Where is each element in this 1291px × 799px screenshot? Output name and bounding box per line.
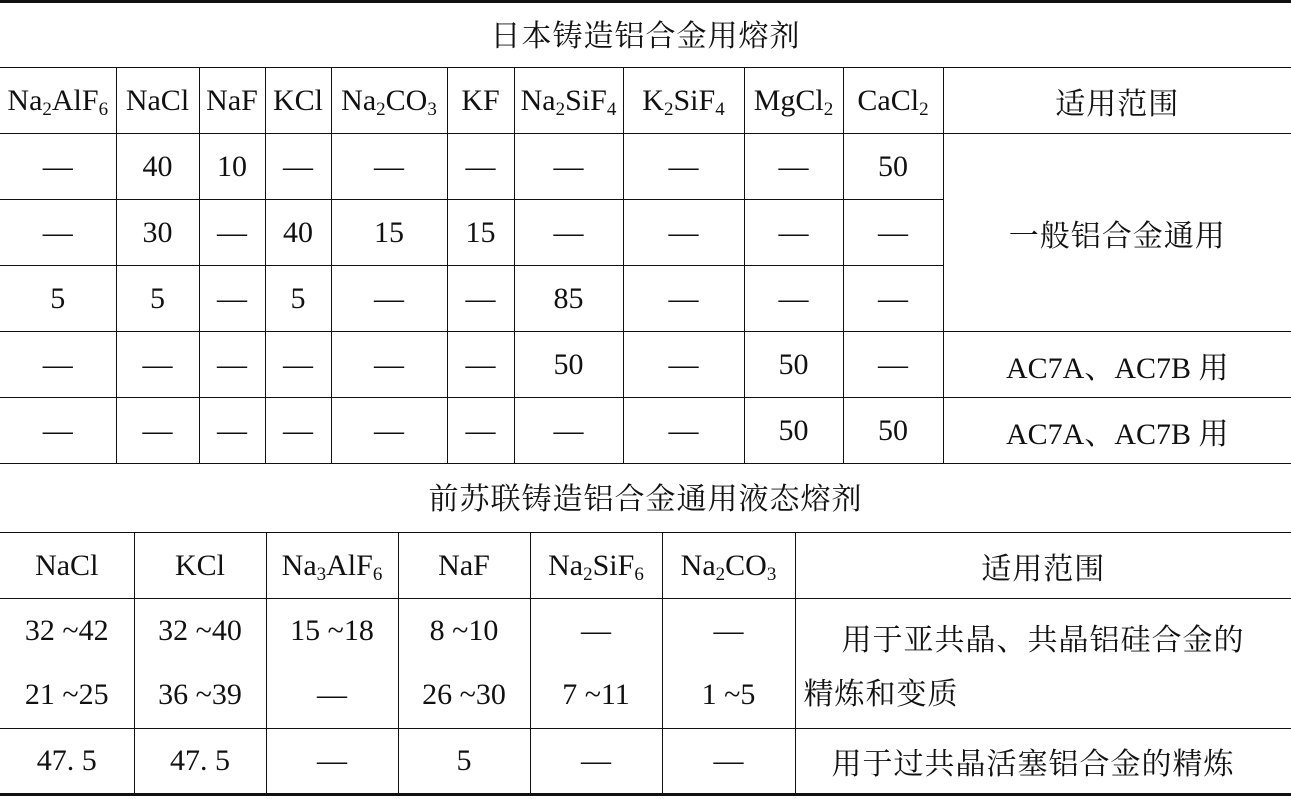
table-cell: 40: [116, 134, 199, 200]
table-row: [0, 134, 1291, 200]
table-cell: —: [662, 599, 795, 663]
table-cell: —: [514, 134, 623, 200]
scope-header: 适用范围: [943, 68, 1291, 134]
table-cell: —: [744, 200, 843, 266]
table-cell: —: [331, 398, 447, 464]
table-cell: —: [447, 134, 514, 200]
table2-title: 前苏联铸造铝合金通用液态熔剂: [428, 483, 863, 516]
top-rule: [0, 0, 1291, 3]
col-header: MgCl$_2$: [744, 68, 843, 134]
table-cell: —: [662, 729, 795, 795]
table-cell: —: [331, 134, 447, 200]
table-cell: 32 ~42: [0, 599, 134, 663]
table-cell: —: [116, 398, 199, 464]
col-header: NaF: [398, 533, 530, 599]
table-cell: —: [116, 332, 199, 398]
table-row: [0, 332, 1291, 398]
col-header: $Na_2AlF_6$: [0, 68, 116, 134]
col-header: $Na_2CO_3$: [662, 533, 795, 599]
table-cell: —: [530, 729, 662, 795]
table-cell: —: [0, 398, 116, 464]
table-cell: 8 ~10: [398, 599, 530, 663]
col-header: $K_2SiF_4$: [623, 68, 744, 134]
scope-cell: [795, 599, 1291, 729]
table-cell: —: [0, 332, 116, 398]
table-cell: —: [199, 398, 265, 464]
table-cell: —: [199, 266, 265, 332]
table1-title: 日本铸造铝合金用熔剂: [490, 20, 801, 53]
table-cell: —: [0, 200, 116, 266]
table-cell: 5: [265, 266, 331, 332]
table-cell: —: [623, 134, 744, 200]
table-cell: —: [530, 599, 662, 663]
col-header: KCl: [265, 68, 331, 134]
japan-flux-table: [0, 67, 1291, 464]
table-cell: —: [265, 134, 331, 200]
table-cell: 15: [447, 200, 514, 266]
table-cell: 50: [514, 332, 623, 398]
table-cell: 10: [199, 134, 265, 200]
ussr-flux-table: [0, 532, 1291, 796]
scope-line: 用于亚共晶、共晶铝硅合金的: [841, 623, 1245, 657]
table-cell: —: [0, 134, 116, 200]
table-cell: —: [843, 332, 943, 398]
table-row: [0, 599, 1291, 663]
table-cell: —: [514, 200, 623, 266]
table-cell: —: [447, 266, 514, 332]
table-cell: 15: [331, 200, 447, 266]
table-cell: —: [623, 200, 744, 266]
table-cell: 7 ~11: [530, 663, 662, 729]
table-cell: —: [199, 332, 265, 398]
table-cell: —: [843, 266, 943, 332]
table-row: [0, 729, 1291, 795]
table-cell: —: [623, 332, 744, 398]
table-cell: —: [266, 729, 398, 795]
table-cell: 50: [843, 398, 943, 464]
table-cell: 32 ~40: [134, 599, 266, 663]
table-cell: 47. 5: [0, 729, 134, 795]
table-cell: —: [199, 200, 265, 266]
table-cell: 40: [265, 200, 331, 266]
table-cell: 30: [116, 200, 199, 266]
table-cell: —: [331, 266, 447, 332]
table-cell: —: [623, 266, 744, 332]
table-cell: 5: [398, 729, 530, 795]
col-header: NaF: [199, 68, 265, 134]
col-header: $Na_3AlF_6$: [266, 533, 398, 599]
table-cell: 50: [843, 134, 943, 200]
scope-cell: AC7A、AC7B 用: [943, 332, 1291, 398]
scope-cell: 一般铝合金通用: [943, 134, 1291, 332]
table-cell: —: [265, 332, 331, 398]
col-header: KF: [447, 68, 514, 134]
table-cell: 1 ~5: [662, 663, 795, 729]
table-cell: —: [447, 398, 514, 464]
scope-line: 精炼和变质: [803, 677, 959, 711]
table-cell: —: [623, 398, 744, 464]
col-header: NaCl: [0, 533, 134, 599]
scope-header: 适用范围: [795, 533, 1291, 599]
table-cell: 50: [744, 332, 843, 398]
scope-cell: AC7A、AC7B 用: [943, 398, 1291, 464]
table-cell: —: [447, 332, 514, 398]
table-cell: 50: [744, 398, 843, 464]
table-row: [0, 398, 1291, 464]
table1-header-row: [0, 68, 1291, 134]
col-header: KCl: [134, 533, 266, 599]
table-cell: —: [744, 266, 843, 332]
col-header: $Na_2SiF_6$: [530, 533, 662, 599]
table-cell: 85: [514, 266, 623, 332]
table-cell: 21 ~25: [0, 663, 134, 729]
table2-header-row: [0, 533, 1291, 599]
table-cell: —: [843, 200, 943, 266]
col-header: $Na_2SiF_4$: [514, 68, 623, 134]
col-header: NaCl: [116, 68, 199, 134]
table-cell: 36 ~39: [134, 663, 266, 729]
col-header: CaCl$_2$: [843, 68, 943, 134]
scope-cell: [795, 729, 1291, 795]
table-cell: —: [266, 663, 398, 729]
table-cell: 47. 5: [134, 729, 266, 795]
table-cell: 15 ~18: [266, 599, 398, 663]
table-cell: 26 ~30: [398, 663, 530, 729]
table-cell: —: [744, 134, 843, 200]
table-cell: —: [265, 398, 331, 464]
scope-line: 用于过共晶活塞铝合金的精炼: [831, 748, 1235, 781]
table-cell: —: [514, 398, 623, 464]
table-cell: 5: [0, 266, 116, 332]
col-header: $Na_2CO_3$: [331, 68, 447, 134]
table-cell: 5: [116, 266, 199, 332]
table-cell: —: [331, 332, 447, 398]
